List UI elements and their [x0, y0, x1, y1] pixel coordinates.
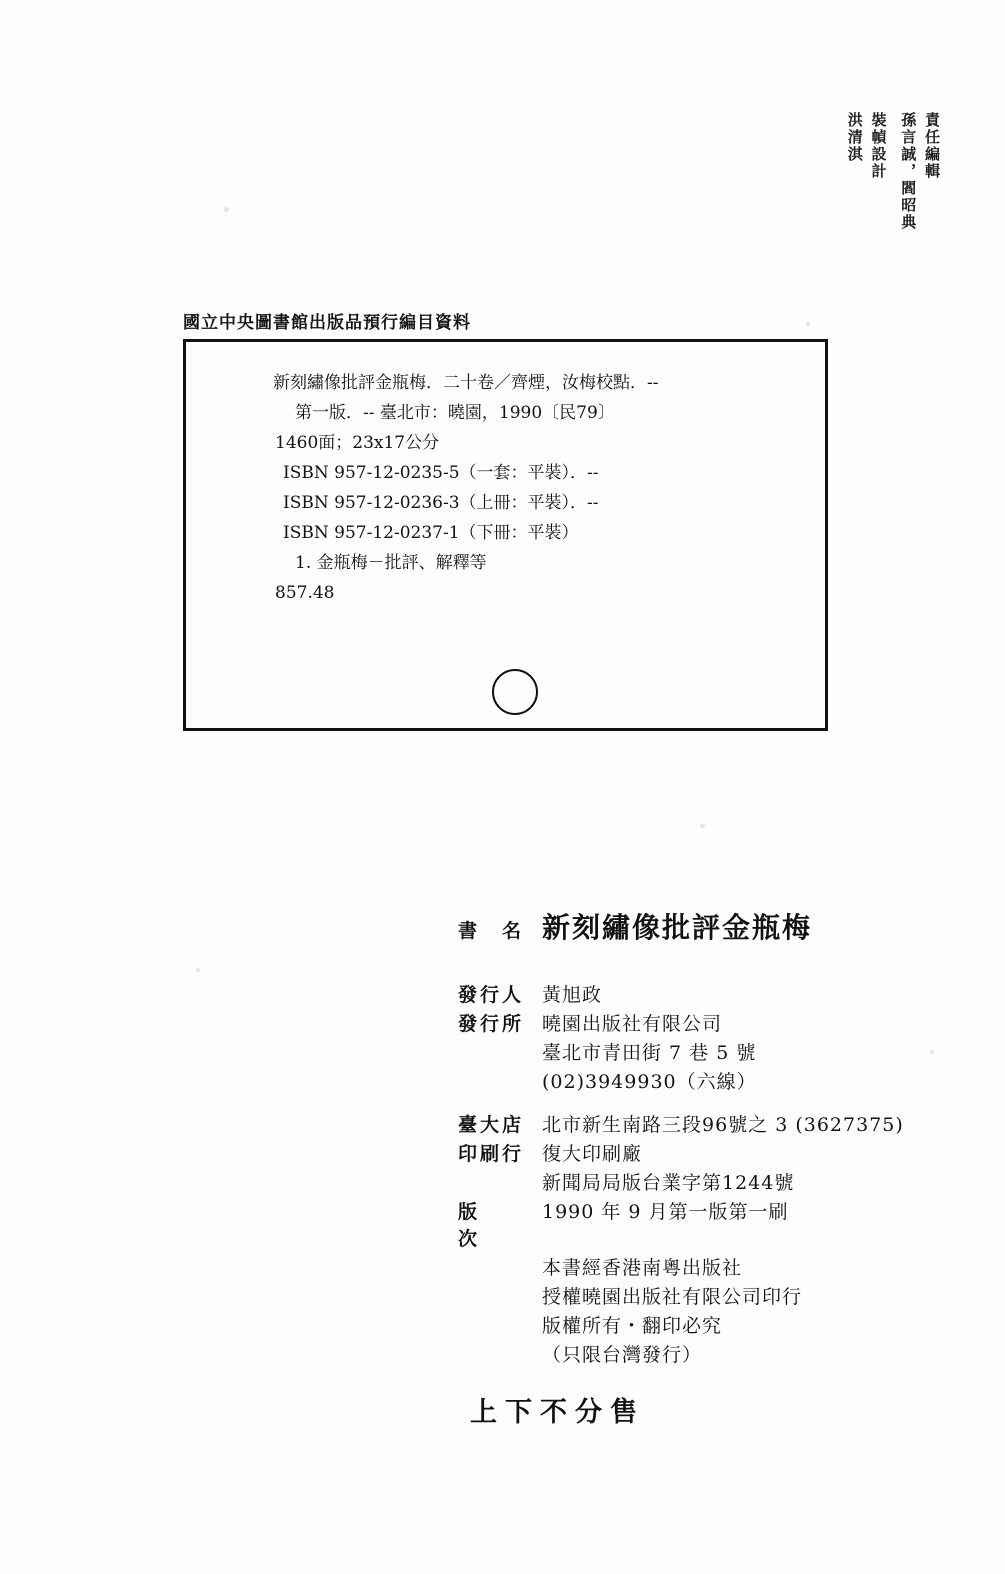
credit-designer-name: 洪清淇 — [845, 112, 864, 163]
credit-entry-designer — [846, 112, 886, 180]
cip-line: ISBN 957-12-0236-3（上冊：平裝）．-- — [283, 493, 599, 513]
colophon-row-label: 發行人 — [458, 984, 525, 1006]
colophon-row-value: 曉園出版社有限公司 — [542, 1013, 723, 1035]
credit-editor-name: 孫言誠，閻昭典 — [899, 112, 918, 231]
cip-line: 1460面；23x17公分 — [275, 433, 440, 453]
cip-lines — [183, 368, 828, 608]
scan-speck — [224, 207, 229, 212]
colophon-title-label: 書 名 — [458, 920, 525, 942]
colophon-row-continuation: （只限台灣發行） — [542, 1344, 703, 1366]
footer-note: 上下不分售 — [470, 1397, 645, 1428]
colophon-row-label: 發行所 — [458, 1013, 525, 1035]
credit-designer-label: 裝幀設計 — [869, 112, 888, 180]
colophon-title-value: 新刻繡像批評金瓶梅 — [542, 911, 813, 944]
colophon-row-value: 黃旭政 — [542, 984, 603, 1006]
colophon-row-label: 印刷行 — [458, 1143, 525, 1165]
colophon-row — [458, 1110, 978, 1137]
colophon-row-label: 版 次 — [458, 1201, 525, 1250]
colophon-row — [458, 1009, 978, 1036]
colophon-row — [458, 1139, 978, 1166]
credits-block — [846, 112, 939, 231]
cip-line: ISBN 957-12-0235-5（一套：平裝）．-- — [283, 463, 599, 483]
cip-line: 新刻繡像批評金瓶梅．二十卷／齊煙，汝梅校點．-- — [273, 373, 659, 393]
cip-line: 857.48 — [275, 583, 335, 603]
punch-hole-mark — [492, 669, 538, 715]
scan-speck — [806, 322, 810, 326]
cip-line: 第一版．-- 臺北市：曉園，1990〔民79〕 — [295, 403, 615, 423]
colophon-row-continuation: 新聞局局版台業字第1244號 — [542, 1172, 795, 1194]
colophon-row-label: 臺大店 — [458, 1114, 525, 1136]
cip-line: 1. 金瓶梅－批評、解釋等 — [295, 553, 487, 573]
colophon-title-row — [458, 906, 978, 946]
scan-speck — [700, 824, 705, 828]
colophon-row-continuation: (02)3949930（六線） — [542, 1071, 757, 1093]
colophon-block — [458, 906, 978, 1369]
colophon-row-continuation: 本書經香港南粵出版社 — [542, 1257, 743, 1279]
colophon-row-continuation: 授權曉園出版社有限公司印行 — [542, 1286, 803, 1308]
scan-speck — [196, 968, 200, 972]
colophon-row-value: 1990 年 9 月第一版第一刷 — [542, 1201, 789, 1223]
colophon-row — [458, 1197, 978, 1251]
cip-heading: 國立中央圖書館出版品預行編目資料 — [183, 313, 471, 333]
credit-entry-editor — [900, 112, 940, 231]
colophon-row-continuation: 版權所有・翻印必究 — [542, 1315, 723, 1337]
colophon-row-value: 北市新生南路三段96號之 3 (3627375) — [542, 1114, 904, 1136]
credit-editor-label: 責任編輯 — [923, 112, 941, 180]
cip-line: ISBN 957-12-0237-1（下冊：平裝） — [283, 523, 579, 543]
colophon-row-continuation: 臺北市青田街 7 巷 5 號 — [542, 1042, 757, 1064]
colophon-row-value: 復大印刷廠 — [542, 1143, 643, 1165]
colophon-row — [458, 980, 978, 1007]
